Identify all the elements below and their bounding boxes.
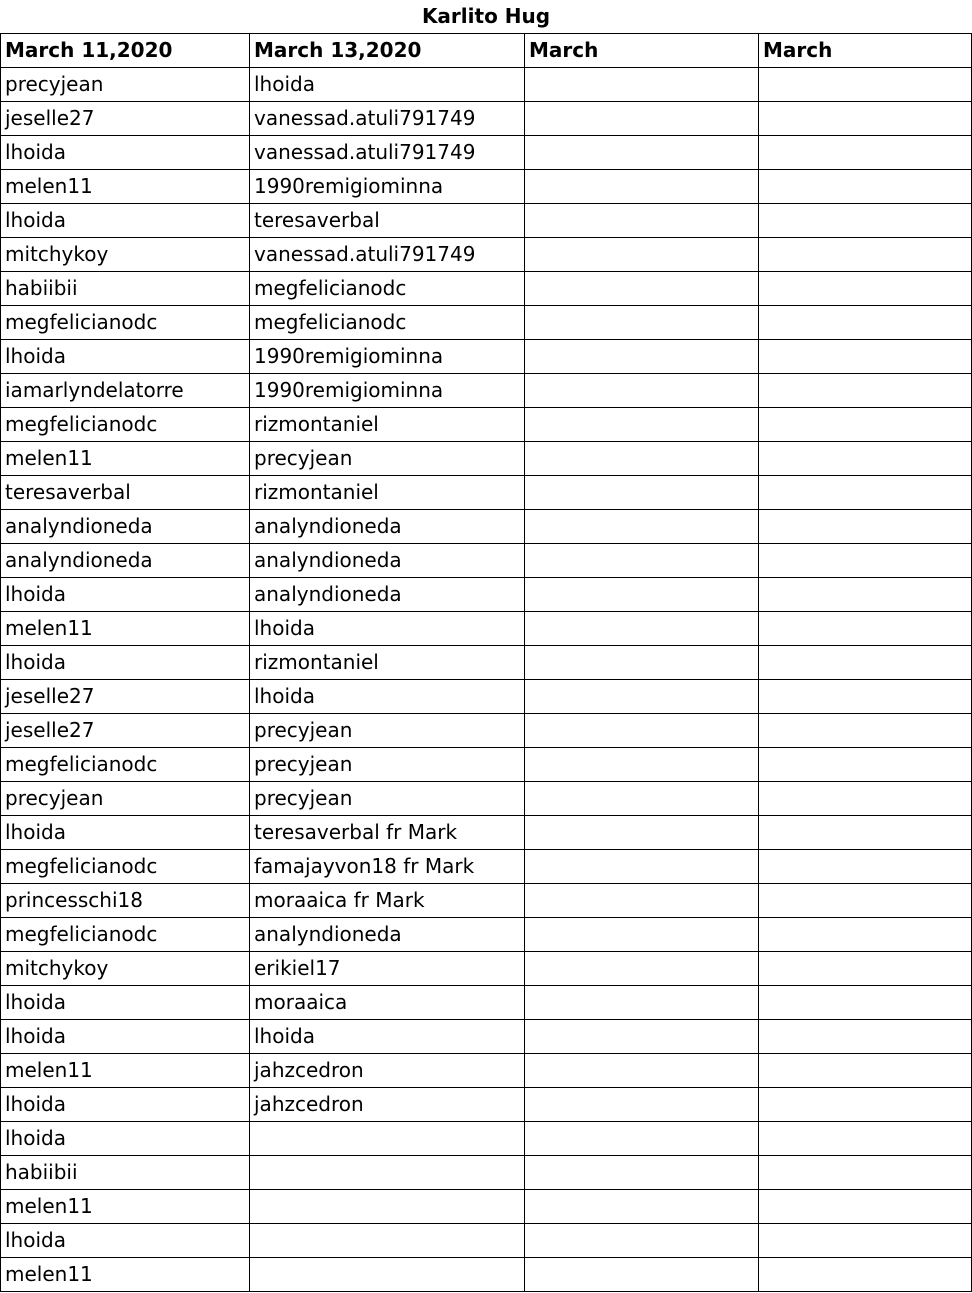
table-row xyxy=(1,1122,972,1156)
table-cell[interactable] xyxy=(759,1258,972,1292)
table-cell[interactable] xyxy=(759,1088,972,1122)
table-cell[interactable] xyxy=(759,952,972,986)
table-cell[interactable] xyxy=(525,714,759,748)
table-cell[interactable]: lhoida xyxy=(1,1020,250,1054)
column-header[interactable]: March 13,2020 xyxy=(250,34,525,68)
table-cell[interactable]: famajayvon18 fr Mark xyxy=(250,850,525,884)
table-row xyxy=(1,918,972,952)
table-cell[interactable] xyxy=(525,782,759,816)
table-cell[interactable]: lhoida xyxy=(1,136,250,170)
sheet-title[interactable]: Karlito Hug xyxy=(1,0,972,34)
table-cell[interactable]: moraaica fr Mark xyxy=(250,884,525,918)
table-cell[interactable] xyxy=(759,136,972,170)
table-row xyxy=(1,748,972,782)
table-cell[interactable]: mitchykoy xyxy=(1,952,250,986)
table-cell[interactable]: analyndioneda xyxy=(1,510,250,544)
table-cell[interactable] xyxy=(759,782,972,816)
table-cell[interactable] xyxy=(759,578,972,612)
table-cell[interactable]: jahzcedron xyxy=(250,1054,525,1088)
table-cell[interactable]: megfelicianodc xyxy=(1,918,250,952)
table-cell[interactable] xyxy=(525,442,759,476)
table-row xyxy=(1,646,972,680)
table-row xyxy=(1,1258,972,1292)
table-cell[interactable] xyxy=(525,986,759,1020)
table-cell[interactable]: precyjean xyxy=(250,748,525,782)
table-cell[interactable] xyxy=(525,544,759,578)
table-row xyxy=(1,986,972,1020)
table-row xyxy=(1,238,972,272)
table-cell[interactable]: moraaica xyxy=(250,986,525,1020)
table-cell[interactable]: lhoida xyxy=(1,340,250,374)
table-cell[interactable]: megfelicianodc xyxy=(1,408,250,442)
table-cell[interactable]: analyndioneda xyxy=(250,510,525,544)
table-cell[interactable] xyxy=(525,578,759,612)
table-cell[interactable]: rizmontaniel xyxy=(250,476,525,510)
table-row xyxy=(1,952,972,986)
table-cell[interactable] xyxy=(525,1190,759,1224)
table-cell[interactable] xyxy=(759,850,972,884)
table-cell[interactable]: lhoida xyxy=(1,1088,250,1122)
table-cell[interactable] xyxy=(250,1190,525,1224)
table-cell[interactable] xyxy=(759,1190,972,1224)
table-cell[interactable]: melen11 xyxy=(1,1258,250,1292)
table-cell[interactable]: jahzcedron xyxy=(250,1088,525,1122)
table-cell[interactable]: megfelicianodc xyxy=(1,748,250,782)
table-cell[interactable]: erikiel17 xyxy=(250,952,525,986)
table-row xyxy=(1,272,972,306)
table-cell[interactable] xyxy=(525,476,759,510)
table-cell[interactable]: princesschi18 xyxy=(1,884,250,918)
column-header[interactable]: March 11,2020 xyxy=(1,34,250,68)
table-cell[interactable] xyxy=(759,646,972,680)
table-cell[interactable] xyxy=(525,612,759,646)
table-cell[interactable] xyxy=(525,340,759,374)
table-cell[interactable] xyxy=(759,1020,972,1054)
table-cell[interactable] xyxy=(525,918,759,952)
header-row xyxy=(1,34,972,68)
table-cell[interactable] xyxy=(759,748,972,782)
table-row xyxy=(1,850,972,884)
table-cell[interactable] xyxy=(759,816,972,850)
table-cell[interactable]: 1990remigiominna xyxy=(250,374,525,408)
table-cell[interactable] xyxy=(525,748,759,782)
table-cell[interactable]: lhoida xyxy=(1,204,250,238)
table-cell[interactable]: lhoida xyxy=(1,646,250,680)
table-cell[interactable] xyxy=(525,816,759,850)
table-cell[interactable]: lhoida xyxy=(1,1224,250,1258)
table-cell[interactable] xyxy=(759,170,972,204)
table-cell[interactable] xyxy=(759,1122,972,1156)
table-row xyxy=(1,408,972,442)
table-cell[interactable] xyxy=(759,544,972,578)
table-cell[interactable] xyxy=(759,918,972,952)
table-cell[interactable] xyxy=(759,306,972,340)
table-row xyxy=(1,1088,972,1122)
table-cell[interactable]: melen11 xyxy=(1,170,250,204)
table-row xyxy=(1,816,972,850)
table-row xyxy=(1,578,972,612)
table-cell[interactable]: melen11 xyxy=(1,612,250,646)
table-cell[interactable] xyxy=(525,646,759,680)
table-row xyxy=(1,374,972,408)
table-row xyxy=(1,102,972,136)
table-cell[interactable] xyxy=(525,680,759,714)
table-cell[interactable]: analyndioneda xyxy=(250,918,525,952)
table-cell[interactable]: precyjean xyxy=(1,68,250,102)
table-cell[interactable] xyxy=(759,1156,972,1190)
table-cell[interactable] xyxy=(525,1224,759,1258)
table-cell[interactable] xyxy=(250,1156,525,1190)
table-cell[interactable]: teresaverbal fr Mark xyxy=(250,816,525,850)
table-cell[interactable] xyxy=(759,442,972,476)
table-cell[interactable]: analyndioneda xyxy=(1,544,250,578)
table-cell[interactable] xyxy=(759,714,972,748)
table-cell[interactable]: lhoida xyxy=(250,612,525,646)
column-header[interactable]: March xyxy=(759,34,972,68)
table-cell[interactable]: melen11 xyxy=(1,1190,250,1224)
table-cell[interactable] xyxy=(525,952,759,986)
table-row xyxy=(1,510,972,544)
table-cell[interactable]: precyjean xyxy=(250,442,525,476)
table-row xyxy=(1,782,972,816)
table-cell[interactable]: vanessad.atuli791749 xyxy=(250,238,525,272)
table-cell[interactable] xyxy=(525,850,759,884)
table-cell[interactable] xyxy=(525,238,759,272)
table-cell[interactable] xyxy=(759,204,972,238)
table-cell[interactable]: precyjean xyxy=(1,782,250,816)
table-cell[interactable]: habiibii xyxy=(1,1156,250,1190)
table-cell[interactable] xyxy=(525,1258,759,1292)
table-row xyxy=(1,544,972,578)
table-cell[interactable]: melen11 xyxy=(1,442,250,476)
table-cell[interactable] xyxy=(250,1258,525,1292)
table-cell[interactable] xyxy=(525,1156,759,1190)
table-cell[interactable]: analyndioneda xyxy=(250,578,525,612)
table-cell[interactable]: lhoida xyxy=(250,1020,525,1054)
table-cell[interactable]: lhoida xyxy=(250,680,525,714)
table-cell[interactable]: precyjean xyxy=(250,782,525,816)
table-cell[interactable]: 1990remigiominna xyxy=(250,170,525,204)
table-cell[interactable] xyxy=(525,374,759,408)
column-header[interactable]: March xyxy=(525,34,759,68)
table-cell[interactable] xyxy=(759,102,972,136)
table-cell[interactable]: megfelicianodc xyxy=(1,306,250,340)
table-cell[interactable] xyxy=(250,1224,525,1258)
table-row xyxy=(1,1020,972,1054)
table-cell[interactable]: megfelicianodc xyxy=(250,306,525,340)
table-cell[interactable] xyxy=(525,102,759,136)
table-cell[interactable] xyxy=(525,204,759,238)
table-row xyxy=(1,714,972,748)
table-row xyxy=(1,612,972,646)
table-cell[interactable]: lhoida xyxy=(1,578,250,612)
table-cell[interactable]: 1990remigiominna xyxy=(250,340,525,374)
table-row xyxy=(1,68,972,102)
table-cell[interactable]: jeselle27 xyxy=(1,714,250,748)
table-row xyxy=(1,476,972,510)
table-cell[interactable]: iamarlyndelatorre xyxy=(1,374,250,408)
table-cell[interactable]: lhoida xyxy=(1,1122,250,1156)
table-cell[interactable] xyxy=(759,340,972,374)
table-cell[interactable] xyxy=(525,1054,759,1088)
table-cell[interactable] xyxy=(759,680,972,714)
table-cell[interactable]: lhoida xyxy=(250,68,525,102)
table-cell[interactable]: lhoida xyxy=(1,986,250,1020)
table-cell[interactable] xyxy=(759,272,972,306)
table-row xyxy=(1,1054,972,1088)
table-cell[interactable] xyxy=(525,510,759,544)
table-cell[interactable] xyxy=(759,612,972,646)
table-cell[interactable]: teresaverbal xyxy=(250,204,525,238)
table-cell[interactable] xyxy=(525,1020,759,1054)
table-row xyxy=(1,442,972,476)
table-row xyxy=(1,1224,972,1258)
table-cell[interactable] xyxy=(759,476,972,510)
table-cell[interactable]: jeselle27 xyxy=(1,680,250,714)
table-row xyxy=(1,884,972,918)
table-cell[interactable]: teresaverbal xyxy=(1,476,250,510)
table-cell[interactable]: megfelicianodc xyxy=(250,272,525,306)
table-cell[interactable] xyxy=(759,884,972,918)
table-cell[interactable] xyxy=(759,986,972,1020)
table-cell[interactable]: jeselle27 xyxy=(1,102,250,136)
table-body xyxy=(1,68,972,1292)
table-row xyxy=(1,1190,972,1224)
table-row xyxy=(1,136,972,170)
table-cell[interactable] xyxy=(525,136,759,170)
table-cell[interactable]: megfelicianodc xyxy=(1,850,250,884)
table-cell[interactable] xyxy=(525,68,759,102)
table-row xyxy=(1,1156,972,1190)
table-row xyxy=(1,680,972,714)
table-cell[interactable] xyxy=(759,408,972,442)
table-cell[interactable]: habiibii xyxy=(1,272,250,306)
table-cell[interactable]: vanessad.atuli791749 xyxy=(250,102,525,136)
table-cell[interactable] xyxy=(525,306,759,340)
table-cell[interactable] xyxy=(250,1122,525,1156)
table-cell[interactable]: rizmontaniel xyxy=(250,646,525,680)
table-cell[interactable] xyxy=(525,408,759,442)
table-cell[interactable] xyxy=(759,238,972,272)
table-cell[interactable] xyxy=(759,374,972,408)
table-cell[interactable] xyxy=(759,1224,972,1258)
table-cell[interactable] xyxy=(759,1054,972,1088)
table-cell[interactable]: rizmontaniel xyxy=(250,408,525,442)
table-cell[interactable] xyxy=(525,1122,759,1156)
table-cell[interactable] xyxy=(525,1088,759,1122)
table-row xyxy=(1,204,972,238)
table-cell[interactable]: vanessad.atuli791749 xyxy=(250,136,525,170)
table-row xyxy=(1,170,972,204)
table-row xyxy=(1,306,972,340)
title-row xyxy=(1,0,972,34)
table-cell[interactable]: analyndioneda xyxy=(250,544,525,578)
table-cell[interactable] xyxy=(525,884,759,918)
table-cell[interactable] xyxy=(525,272,759,306)
table-cell[interactable] xyxy=(525,170,759,204)
table-row xyxy=(1,340,972,374)
table-cell[interactable]: precyjean xyxy=(250,714,525,748)
table-cell[interactable] xyxy=(759,510,972,544)
table-cell[interactable]: lhoida xyxy=(1,816,250,850)
table-cell[interactable]: melen11 xyxy=(1,1054,250,1088)
table-cell[interactable]: mitchykoy xyxy=(1,238,250,272)
table-cell[interactable] xyxy=(759,68,972,102)
